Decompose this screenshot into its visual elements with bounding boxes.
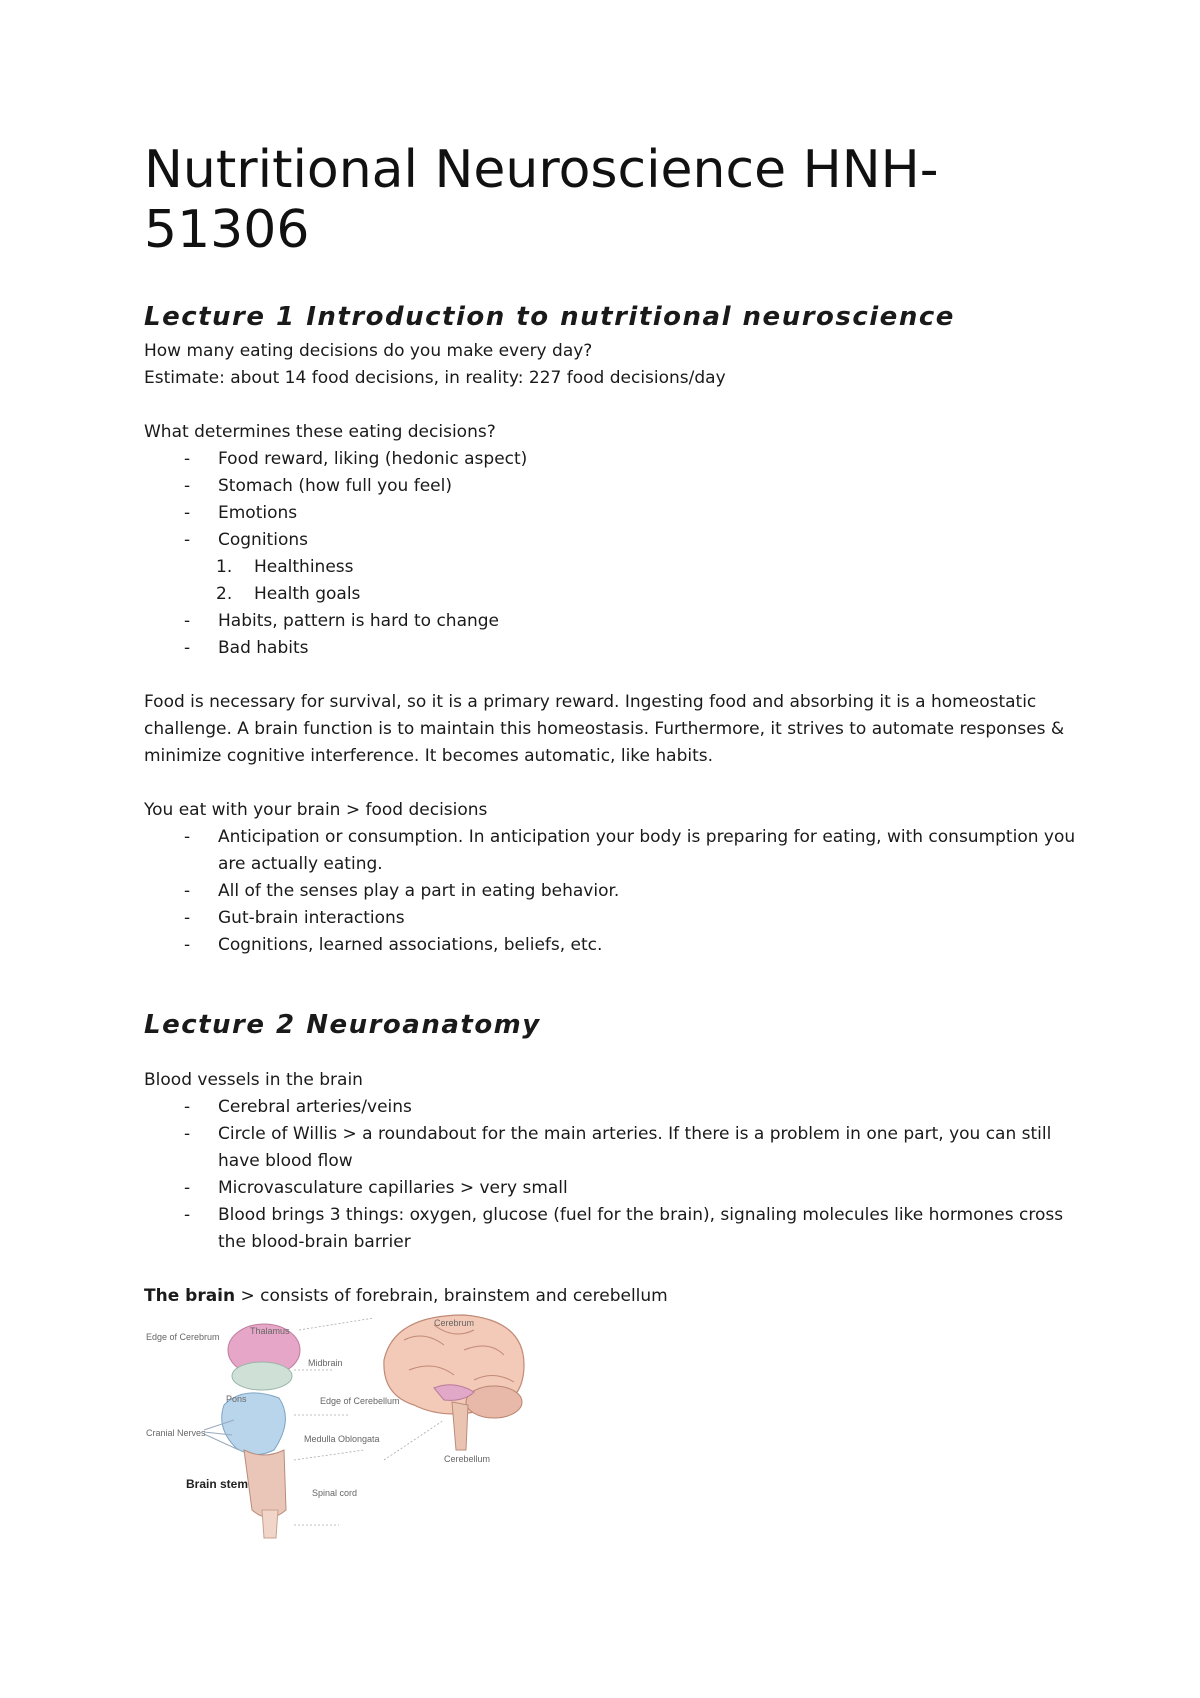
list-item: - Anticipation or consumption. In anticipation your body is preparing for eating, with consumption you are actually eating. xyxy=(144,824,1074,878)
page-title: Nutritional Neuroscience HNH-51306 xyxy=(144,140,939,260)
bullet-dash: - xyxy=(184,638,191,658)
label-spinal-cord: Spinal cord xyxy=(312,1488,358,1498)
label-edge-cerebellum: Edge of Cerebellum xyxy=(320,1396,400,1406)
bullet-dash: - xyxy=(184,476,191,496)
bullet-dash: - xyxy=(184,503,191,523)
bullet-dash: - xyxy=(184,530,191,550)
estimate-text: Estimate: about 14 food decisions, in reality: 227 food decisions/day xyxy=(144,368,726,388)
label-brain-stem: Brain stem xyxy=(186,1477,249,1491)
blood-vessels-intro: Blood vessels in the brain xyxy=(144,1070,363,1090)
label-thalamus: Thalamus xyxy=(250,1326,290,1336)
lecture2-heading: Lecture 2 Neuroanatomy xyxy=(144,1010,541,1040)
label-cranial-nerves: Cranial Nerves xyxy=(146,1428,206,1438)
bullet-dash: - xyxy=(184,611,191,631)
label-cerebrum: Cerebrum xyxy=(434,1318,475,1328)
bullet-dash: - xyxy=(184,1178,191,1198)
bullet-dash: - xyxy=(184,908,191,928)
brainstem-illustration xyxy=(204,1324,300,1538)
label-pons: Pons xyxy=(226,1394,247,1404)
label-midbrain: Midbrain xyxy=(308,1358,343,1368)
list-item: - Blood brings 3 things: oxygen, glucose (fuel for the brain), signaling molecules like hormones cross the blood-brain barrier xyxy=(144,1202,1074,1256)
label-cerebellum: Cerebellum xyxy=(444,1454,491,1464)
brain-bold-term: The brain xyxy=(144,1286,236,1306)
lecture1-heading: Lecture 1 Introduction to nutritional neuroscience xyxy=(144,302,955,332)
brain-anatomy-figure xyxy=(144,1310,644,1540)
bullet-dash: - xyxy=(184,1097,191,1117)
list-item: - Circle of Willis > a roundabout for the main arteries. If there is a problem in one part, you can still have blood flow xyxy=(144,1121,1074,1175)
bullet-dash: - xyxy=(184,1205,191,1225)
bullet-dash: - xyxy=(184,827,191,847)
label-medulla: Medulla Oblongata xyxy=(304,1434,380,1444)
bullet-dash: - xyxy=(184,935,191,955)
whole-brain-illustration xyxy=(384,1315,524,1450)
paragraph-primary-reward: Food is necessary for survival, so it is a primary reward. Ingesting food and absorbing it is a homeostatic challenge. A brain function is to maintain this homeostasis. Furthermore, it strives to automate responses & minimize cognitive interference. It becomes automatic, like habits. xyxy=(144,692,1065,766)
bullet-dash: - xyxy=(184,881,191,901)
brain-consists-line: The brain > consists of forebrain, brainstem and cerebellum xyxy=(144,1286,668,1306)
bullet-dash: - xyxy=(184,1124,191,1144)
label-edge-cerebrum: Edge of Cerebrum xyxy=(146,1332,220,1342)
brain-decisions-intro: You eat with your brain > food decisions xyxy=(144,800,488,820)
bullet-dash: - xyxy=(184,449,191,469)
question-eating-decisions: How many eating decisions do you make every day? xyxy=(144,341,593,361)
question-determinants: What determines these eating decisions? xyxy=(144,422,496,442)
